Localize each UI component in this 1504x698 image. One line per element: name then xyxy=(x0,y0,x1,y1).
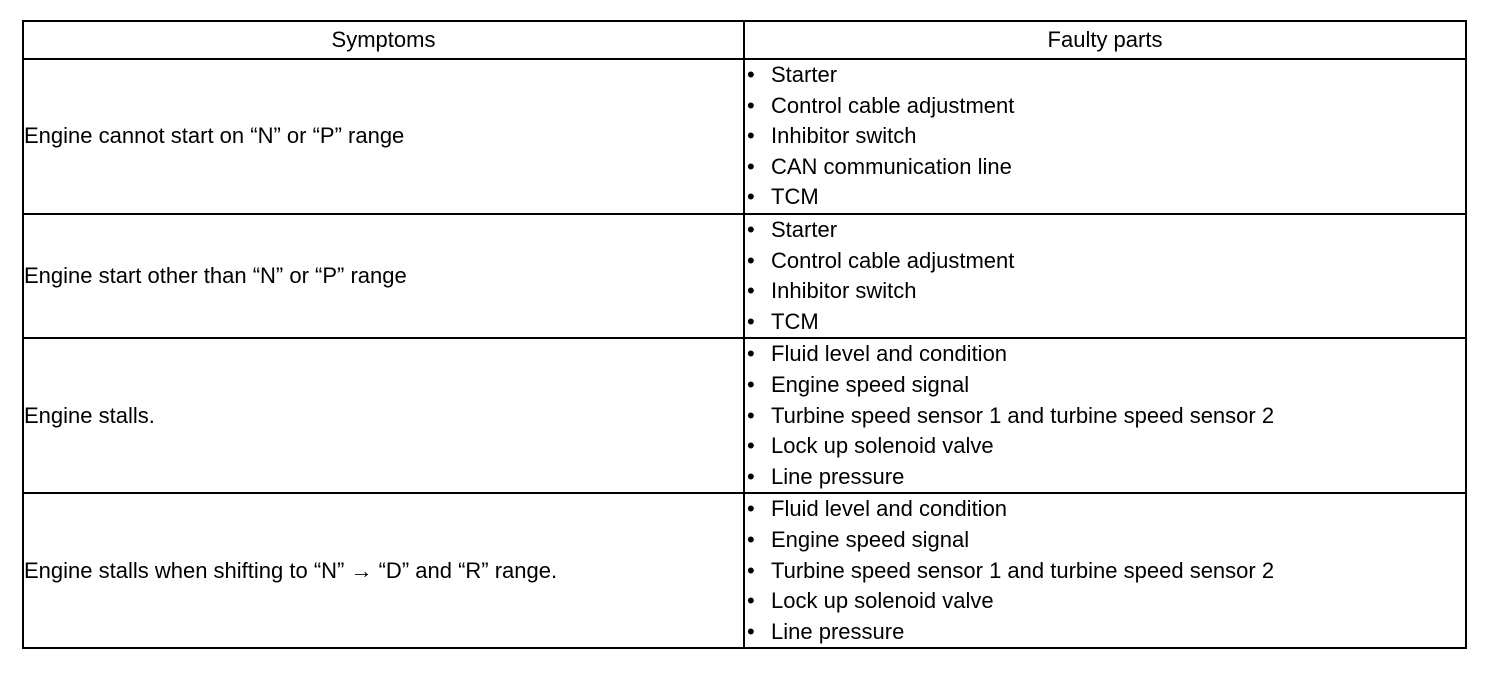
part-label: Control cable adjustment xyxy=(771,247,1015,273)
bullet-icon: • xyxy=(747,247,755,273)
list-item xyxy=(745,121,1465,152)
list-item xyxy=(745,556,1465,587)
header-faulty-parts: Faulty parts xyxy=(744,21,1466,59)
part-label: Inhibitor switch xyxy=(771,123,917,149)
faulty-parts-list xyxy=(745,60,1465,213)
part-label: Engine speed signal xyxy=(771,371,970,397)
list-item xyxy=(745,370,1465,401)
faulty-parts-list xyxy=(745,494,1465,647)
bullet-icon: • xyxy=(747,618,755,644)
part-label: Fluid level and condition xyxy=(771,496,1008,522)
table-body xyxy=(23,59,1466,648)
faulty-parts-cell xyxy=(744,214,1466,338)
bullet-icon: • xyxy=(747,308,755,334)
part-label: Lock up solenoid valve xyxy=(771,433,994,459)
bullet-icon: • xyxy=(747,278,755,304)
bullet-icon: • xyxy=(747,341,755,367)
bullet-icon: • xyxy=(747,496,755,522)
diagnosis-table xyxy=(22,20,1467,649)
bullet-icon: • xyxy=(747,557,755,583)
bullet-icon: • xyxy=(747,216,755,242)
faulty-parts-list xyxy=(745,339,1465,492)
symptom-cell: Engine cannot start on “N” or “P” range xyxy=(23,59,744,214)
list-item xyxy=(745,462,1465,493)
bullet-icon: • xyxy=(747,433,755,459)
bullet-icon: • xyxy=(747,123,755,149)
bullet-icon: • xyxy=(747,92,755,118)
part-label: Lock up solenoid valve xyxy=(771,588,994,614)
list-item xyxy=(745,182,1465,213)
bullet-icon: • xyxy=(747,371,755,397)
list-item xyxy=(745,431,1465,462)
table-header xyxy=(23,21,1466,59)
list-item xyxy=(745,152,1465,183)
table-row xyxy=(23,59,1466,214)
list-item xyxy=(745,246,1465,277)
symptom-cell: Engine stalls. xyxy=(23,338,744,493)
list-item xyxy=(745,339,1465,370)
list-item xyxy=(745,525,1465,556)
list-item xyxy=(745,494,1465,525)
part-label: CAN communication line xyxy=(771,153,1012,179)
list-item xyxy=(745,307,1465,338)
list-item xyxy=(745,215,1465,246)
faulty-parts-cell xyxy=(744,493,1466,648)
faulty-parts-list xyxy=(745,215,1465,337)
bullet-icon: • xyxy=(747,463,755,489)
table-row xyxy=(23,493,1466,648)
faulty-parts-cell xyxy=(744,338,1466,493)
table-row xyxy=(23,338,1466,493)
bullet-icon: • xyxy=(747,153,755,179)
bullet-icon: • xyxy=(747,526,755,552)
list-item xyxy=(745,60,1465,91)
bullet-icon: • xyxy=(747,62,755,87)
part-label: Engine speed signal xyxy=(771,526,970,552)
part-label: Turbine speed sensor 1 and turbine speed sensor 2 xyxy=(771,402,1275,428)
part-label: Line pressure xyxy=(771,463,905,489)
list-item xyxy=(745,276,1465,307)
bullet-icon: • xyxy=(747,588,755,614)
faulty-parts-cell xyxy=(744,59,1466,214)
list-item xyxy=(745,617,1465,648)
part-label: Starter xyxy=(771,216,838,242)
list-item xyxy=(745,586,1465,617)
part-label: TCM xyxy=(771,308,819,334)
symptom-cell: Engine stalls when shifting to “N” → “D” and “R” range. xyxy=(23,493,744,648)
table-row xyxy=(23,214,1466,338)
part-label: Control cable adjustment xyxy=(771,92,1015,118)
bullet-icon: • xyxy=(747,402,755,428)
part-label: Fluid level and condition xyxy=(771,341,1008,367)
symptom-cell: Engine start other than “N” or “P” range xyxy=(23,214,744,338)
header-row xyxy=(23,21,1466,59)
part-label: TCM xyxy=(771,184,819,210)
part-label: Turbine speed sensor 1 and turbine speed sensor 2 xyxy=(771,557,1275,583)
list-item xyxy=(745,91,1465,122)
bullet-icon: • xyxy=(747,184,755,210)
list-item xyxy=(745,401,1465,432)
part-label: Inhibitor switch xyxy=(771,278,917,304)
part-label: Line pressure xyxy=(771,618,905,644)
header-symptoms: Symptoms xyxy=(23,21,744,59)
part-label: Starter xyxy=(771,62,838,87)
